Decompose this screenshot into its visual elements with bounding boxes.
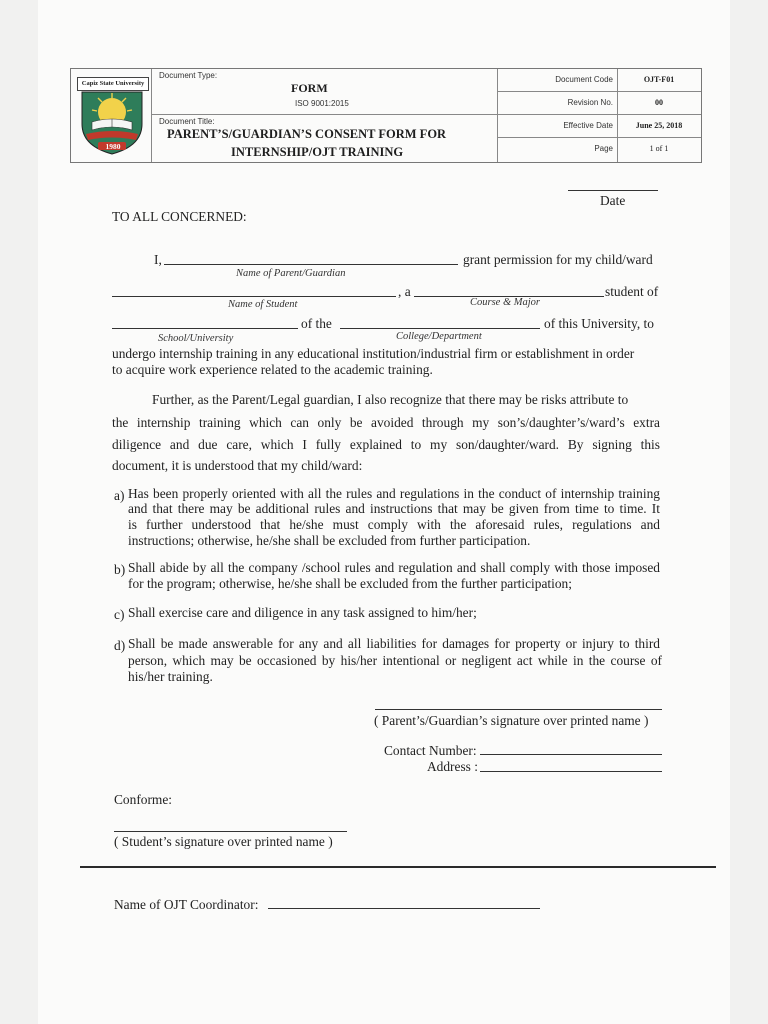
item-d-line-3: his/her training. [128,669,213,684]
logo-banner: Capiz State University [77,77,149,91]
item-b-letter: b) [114,562,126,577]
item-a-line-3: is further understood that he/she must comply with the aforesaid rules, regulations and [128,517,660,532]
item-a-line-1: Has been properly oriented with all the rules and regulations in the conduct of internship training [128,486,660,501]
document-title-label: Document Title: [159,117,215,126]
item-c-line-1: Shall exercise care and diligence in any task assigned to him/her; [128,605,477,620]
college-department-line[interactable] [340,328,540,329]
item-c-letter: c) [114,607,125,622]
school-caption: School/University [158,333,234,344]
document-title-line-2: INTERNSHIP/OJT TRAINING [231,145,404,159]
item-d-letter: d) [114,638,126,653]
university-logo [75,72,149,158]
date-line[interactable] [568,190,658,191]
salutation: TO ALL CONCERNED: [112,209,247,224]
item-d-line-2: person, which may be occasioned by his/her intentional or negligent act while in the course of [128,653,662,668]
address-line[interactable] [480,771,662,772]
paragraph-2-line-1: Further, as the Parent/Legal guardian, I also recognize that there may be risks attribute to [152,392,629,407]
document-code-label: Document Code [555,75,613,84]
item-a-letter: a) [114,488,125,503]
document-type-value: FORM [291,81,328,95]
parent-signature-caption: ( Parent’s/Guardian’s signature over printed name ) [374,713,649,728]
section-divider [80,866,716,868]
i-label: I, [154,252,162,267]
date-label: Date [600,193,626,208]
item-b-line-1: Shall abide by all the company /school rules and regulation and shall comply with those imposed [128,560,660,575]
iso-standard: ISO 9001:2015 [295,99,349,108]
student-signature-line[interactable] [114,831,347,832]
revision-value: 00 [655,98,663,107]
page-value: 1 of 1 [649,144,669,153]
grant-permission-text: grant permission for my child/ward [463,252,653,267]
school-line[interactable] [112,328,298,329]
ojt-coordinator-line[interactable] [268,908,540,909]
comma-a-text: , a [398,284,411,299]
document-header-table [70,68,702,163]
page-label: Page [594,144,613,153]
student-of-text: student of [605,284,659,299]
document-code-value: OJT-F01 [643,75,675,84]
contact-number-label: Contact Number: [384,743,477,758]
item-d-line-1: Shall be made answerable for any and all liabilities for damages for property or injury to third [128,636,660,651]
student-name-caption: Name of Student [228,299,298,310]
student-name-line[interactable] [112,296,396,297]
ojt-coordinator-label: Name of OJT Coordinator: [114,897,259,912]
college-caption: College/Department [396,331,482,342]
parent-signature-line[interactable] [375,709,662,710]
conforme-label: Conforme: [114,792,173,807]
student-signature-caption: ( Student’s signature over printed name ) [114,834,333,849]
document-type-label: Document Type: [159,71,218,80]
effective-date-label: Effective Date [563,121,613,130]
paragraph-2-line-2: the internship training which can only be avoided through my son’s/daughter’s/ward’s extra [112,415,660,430]
paragraph-1-line-2: to acquire work experience related to the academic training. [112,362,433,377]
effective-date-value: June 25, 2018 [635,121,683,130]
item-a-line-2: and that there may be additional rules and instructions that may be given from time to time. It [128,501,660,516]
parent-name-line[interactable] [164,264,458,265]
of-this-university-text: of this University, to [544,316,654,331]
item-a-line-4: instructions; otherwise, he/she shall be excluded from further participation. [128,533,531,548]
item-b-line-2: for the program; otherwise, he/she shall be excluded from the further participation; [128,576,572,591]
revision-label: Revision No. [567,98,613,107]
logo-year: 1980 [105,142,121,151]
contact-number-line[interactable] [480,754,662,755]
parent-name-caption: Name of Parent/Guardian [236,268,346,279]
address-label: Address : [427,759,478,774]
paragraph-1-line-1: undergo internship training in any educational institution/industrial firm or establishment in order [112,346,635,361]
paragraph-2-line-3: diligence and due care, which I fully explained to my son/daughter/ward. By signing this [112,437,660,452]
paragraph-2-line-4: document, it is understood that my child/ward: [112,458,363,473]
of-the-text: of the [301,316,332,331]
course-major-caption: Course & Major [470,297,541,308]
document-title-line-1: PARENT’S/GUARDIAN’S CONSENT FORM FOR [167,127,447,141]
